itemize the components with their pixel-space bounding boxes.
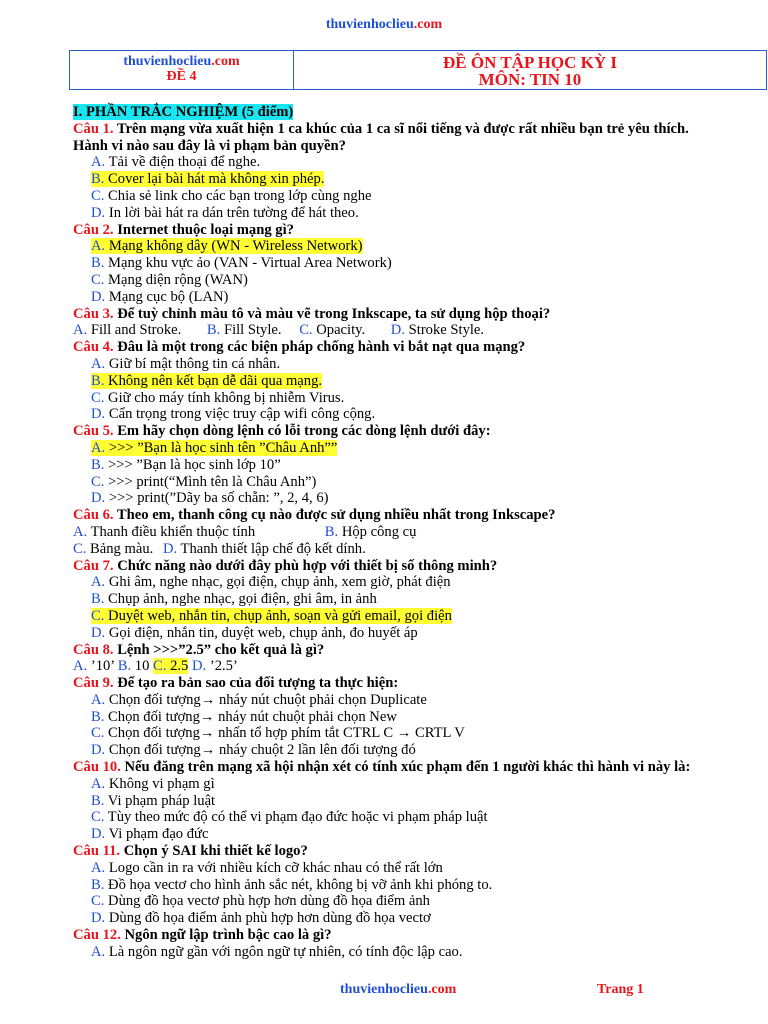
question-2: Câu 2. Internet thuộc loại mạng gì?	[73, 221, 294, 238]
option-d: D. Mạng cục bộ (LAN)	[91, 288, 229, 305]
option-a	[73, 440, 763, 457]
question-8: Câu 8. Lệnh >>>”2.5” cho kết quả là gì?	[73, 641, 325, 658]
header-left-cell	[70, 51, 294, 89]
option-b: B. Vi phạm pháp luật	[91, 792, 216, 809]
option-c: C. Mạng diện rộng (WAN)	[91, 271, 248, 288]
header-right-cell	[294, 51, 766, 89]
option-d: D. Cẩn trọng trong việc truy cập wifi công cộng.	[91, 406, 376, 423]
section-title: I. PHẦN TRẮC NGHIỆM (5 điểm)	[73, 104, 294, 120]
options-inline: A. Thanh điều khiển thuộc tính B. Hộp công cụ	[73, 523, 417, 540]
option-c: C. Chọn đối tượng→ nhấn tổ hợp phím tắt CTRL C → CRTL V	[91, 725, 465, 742]
option-d: D. Dùng đồ họa điểm ảnh phù hợp hơn dùng đồ họa vectơ	[91, 910, 431, 927]
option-d: D. Vi phạm đạo đức	[91, 826, 209, 843]
option-c: C. Dùng đồ họa vectơ phù hợp hơn dùng đồ họa điểm ảnh	[91, 893, 430, 910]
option-a: A. Là ngôn ngữ gần với ngôn ngữ tự nhiên, có tính độc lập cao.	[91, 943, 463, 960]
question-4: Câu 4. Đâu là một trong các biện pháp chống hành vi bắt nạt qua mạng?	[73, 339, 526, 356]
exam-number: ĐỀ 4	[166, 69, 197, 84]
question-11: Câu 11. Chọn ý SAI khi thiết kế logo?	[73, 843, 308, 860]
option-a: A. Tải về điện thoại để nghe.	[91, 154, 261, 171]
question-text-cont: Hành vi nào sau đây là vi phạm bản quyền?	[73, 137, 346, 154]
option-a: A. Giữ bí mật thông tin cá nhân.	[91, 355, 281, 372]
option-b	[73, 373, 763, 390]
exam-subject: MÔN: TIN 10	[478, 70, 582, 89]
site-tld: .com	[413, 17, 443, 32]
question-1	[73, 121, 763, 138]
question-5: Câu 5. Em hãy chọn dòng lệnh có lỗi trong các dòng lệnh dưới đây:	[73, 423, 491, 440]
question-9: Câu 9. Để tạo ra bản sao của đối tượng ta thực hiện:	[73, 675, 399, 692]
question-12: Câu 12. Ngôn ngữ lập trình bậc cao là gì?	[73, 927, 332, 944]
exam-content	[73, 104, 763, 961]
footer-site: thuvienhoclieu.com	[340, 982, 457, 997]
site-name: thuvienhoclieu	[325, 17, 414, 32]
question-text: Trên mạng vừa xuất hiện 1 ca khúc của 1 ca sĩ nổi tiếng và được rất nhiều bạn trẻ yêu thích.	[113, 120, 689, 137]
option-c	[73, 608, 763, 625]
answer-highlight: A. >>> ”Bạn là học sinh tên ”Châu Anh””	[91, 439, 338, 456]
answer-highlight: B. Cover lại bài hát mà không xin phép.	[91, 171, 325, 188]
exam-header	[69, 50, 767, 90]
page-number: Trang 1	[597, 982, 644, 997]
option-d: D. Gọi điện, nhắn tin, duyệt web, chụp ảnh, đo huyết áp	[91, 624, 418, 641]
option-d: D. Chọn đối tượng→ nháy chuột 2 lần lên đối tượng đó	[91, 742, 416, 759]
option-b	[73, 171, 763, 188]
exam-title: ĐỀ ÔN TẬP HỌC KỲ I	[443, 53, 617, 72]
option-c: C. Giữ cho máy tính không bị nhiễm Virus.	[91, 389, 345, 406]
option-a: A. Chọn đối tượng→ nháy nút chuột phải chọn Duplicate	[91, 691, 427, 708]
answer-highlight: A. Mạng không dây (WN - Wireless Network)	[91, 238, 363, 255]
options-inline: A. ’10’ B. 10 C. 2.5 D. ’2.5’	[73, 658, 238, 675]
option-b: B. Đồ họa vectơ cho hình ảnh sắc nét, không bị vỡ ảnh khi phóng to.	[91, 876, 493, 893]
option-b: B. >>> ”Bạn là học sinh lớp 10”	[91, 456, 281, 473]
options-inline: A. Fill and Stroke. B. Fill Style. C. Opacity. D. Stroke Style.	[73, 322, 485, 339]
option-c: C. Tùy theo mức độ có thể vi phạm đạo đức hoặc vi phạm pháp luật	[91, 809, 488, 826]
question-10: Câu 10. Nếu đăng trên mạng xã hội nhận xét có tính xúc phạm đến 1 người khác thì hành vi này là:	[73, 759, 691, 776]
header-site-tld: .com	[211, 54, 240, 69]
answer-highlight: C. Duyệt web, nhắn tin, chụp ảnh, soạn và gửi email, gọi điện	[91, 607, 452, 624]
option-b: B. Chọn đối tượng→ nháy nút chuột phải chọn New	[91, 708, 397, 725]
option-c: C. >>> print(“Mình tên là Châu Anh”)	[91, 473, 317, 490]
question-7: Câu 7. Chức năng nào dưới đây phù hợp với thiết bị số thông minh?	[73, 557, 498, 574]
option-b: B. Mạng khu vực ảo (VAN - Virtual Area Network)	[91, 255, 392, 272]
header-site-name: thuvienhoclieu	[123, 54, 212, 69]
option-a	[73, 238, 763, 255]
option-c: C. Chia sẻ link cho các bạn trong lớp cùng nghe	[91, 187, 372, 204]
option-d: D. In lời bài hát ra dán trên tường để hát theo.	[91, 204, 359, 221]
option-d: D. >>> print(”Dãy ba số chẵn: ”, 2, 4, 6)	[91, 490, 329, 507]
answer-highlight: C. 2.5	[153, 658, 189, 675]
question-3: Câu 3. Để tuỳ chỉnh màu tô và màu vẽ trong Inkscape, ta sử dụng hộp thoại?	[73, 305, 551, 322]
option-a: A. Không vi phạm gì	[91, 775, 215, 792]
site-watermark-top	[0, 17, 768, 33]
options-inline: C. Bảng màu. D. Thanh thiết lập chế độ kết dính.	[73, 540, 366, 557]
question-6: Câu 6. Theo em, thanh công cụ nào được sử dụng nhiều nhất trong Inkscape?	[73, 507, 556, 524]
option-a: A. Ghi âm, nghe nhạc, gọi điện, chụp ảnh, xem giờ, phát điện	[91, 574, 451, 591]
option-b: B. Chụp ảnh, nghe nhạc, gọi điện, ghi âm, in ảnh	[91, 591, 377, 608]
answer-highlight: B. Không nên kết bạn dễ dãi qua mạng.	[91, 372, 323, 389]
option-a: A. Logo cần in ra với nhiều kích cỡ khác nhau có thể rất lớn	[91, 859, 443, 876]
question-label: Câu 1.	[73, 120, 114, 137]
